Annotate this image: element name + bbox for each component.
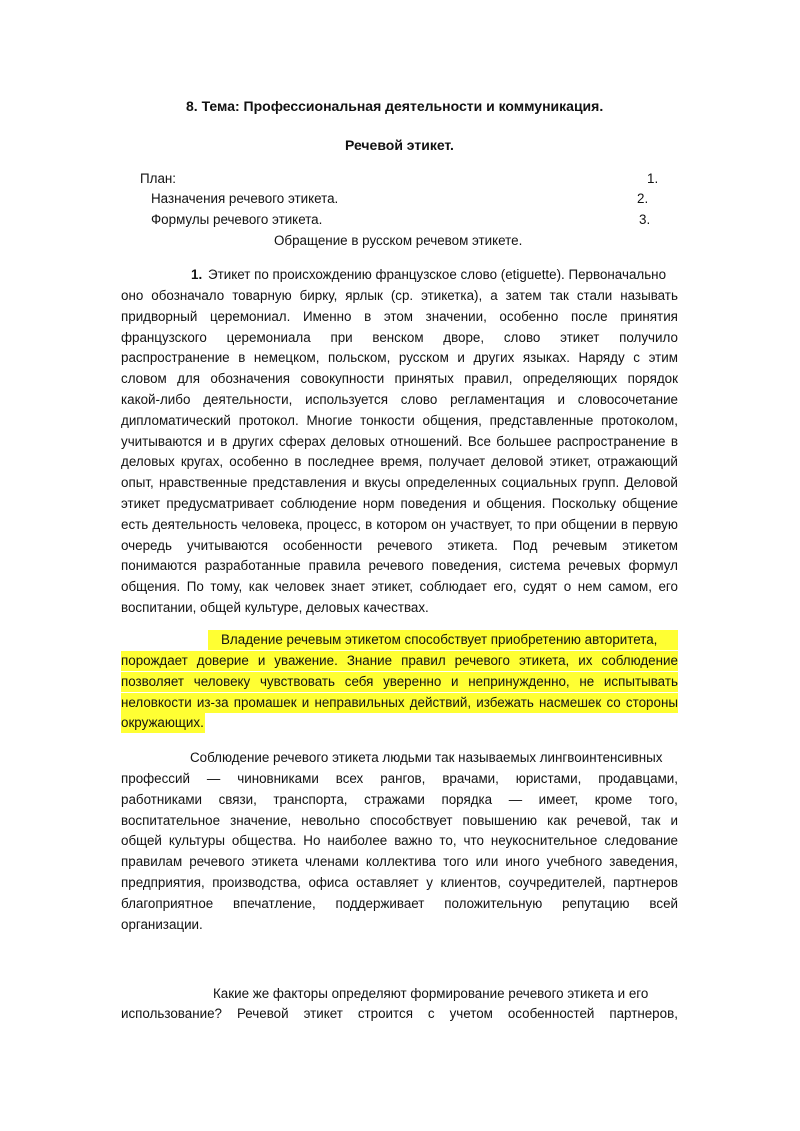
paragraph-4-line: Какие же факторы определяют формирование речевого этикета и его [213, 986, 649, 1001]
paragraph-1-line: общения. По тому, как человек знает этикет, соблюдает его, судят о нем самом, его [121, 579, 678, 595]
paragraph-1-line: деловых кругах, особенно в последнее время, получает деловой этикет, отражающий [121, 454, 678, 470]
paragraph-3-line: благоприятное впечатление, поддерживает положительную репутацию всей [121, 895, 678, 911]
paragraph-1-line: словом для обозначения совокупности принятых правил, определяющих порядок [121, 371, 678, 387]
plan-num-2: 2. [637, 191, 649, 206]
plan-item-3: Обращение в русском речевом этикете. [274, 233, 523, 248]
paragraph-1-line: какой-либо деятельности, используется слово регламентация и словосочетание [121, 392, 678, 407]
paragraph-1-line: есть деятельность человека, процесс, в котором он участвует, то при общении в первую [121, 516, 678, 532]
paragraph-1-line: дипломатический протокол. Многие тонкости общения, представленные протоколом, [121, 412, 678, 428]
paragraph-4-line: использование? Речевой этикет строится с учетом особенностей партнеров, [121, 1006, 678, 1021]
plan-num-3: 3. [639, 212, 651, 227]
section-number: 1. [191, 267, 203, 282]
paragraph-3-line: общей культуры общества. Но наиболее важно то, что неукоснительное следование [121, 833, 678, 849]
plan-item-2: Формулы речевого этикета. [151, 212, 323, 227]
paragraph-3-line: организации. [121, 916, 203, 932]
paragraph-3-line: Соблюдение речевого этикета людьми так называемых лингвоинтенсивных [190, 750, 663, 765]
paragraph-2-line: Владение речевым этикетом способствует приобретению авторитета, [221, 632, 658, 647]
paragraph-3-line: воспитательное значение, невольно способствует повышению как речевой, так и [121, 812, 678, 828]
paragraph-3-line: работниками связи, транспорта, стражами порядка — имеет, кроме того, [121, 791, 678, 807]
plan-label: План: [140, 171, 177, 186]
paragraph-1-line: учитываются и в других сферах деловых отношений. Все большее распространение в [121, 433, 678, 449]
paragraph-1-line: оно обозначало товарную бирку, ярлык (ср. этикетка), а затем так стали называть [121, 288, 678, 303]
paragraph-1-line: очередь учитываются особенности речевого этикета. Под речевым этикетом [121, 537, 678, 553]
paragraph-2-line: порождает доверие и уважение. Знание правил речевого этикета, их соблюдение [121, 653, 678, 668]
paragraph-1-line: понимаются разработанные правила речевого поведения, система речевых формул [121, 558, 678, 574]
paragraph-1-line: французского церемониала при венском дворе, слово этикет получило [121, 329, 678, 345]
paragraph-1-line: этикет предусматривает соблюдение норм поведения и общения. Поскольку общение [121, 496, 678, 511]
paragraph-1-line: Этикет по происхождению французское слово (etiguette). Первоначально [208, 267, 667, 282]
paragraph-2-line: позволяет человеку чувствовать себя уверенно и непринужденно, не испытывать [121, 673, 678, 689]
paragraph-3-line: профессий — чиновниками всех рангов, врачами, юристами, продавцами, [121, 771, 678, 786]
page-title: 8. Тема: Профессиональная деятельности и коммуникация. [186, 98, 604, 114]
paragraph-1-line: опыт, нравственные представления и вкусы определенных социальных групп. Деловой [121, 475, 678, 491]
paragraph-3-line: предприятия, производства, офиса оставляет у клиентов, соучредителей, партнеров [121, 875, 678, 890]
paragraph-3-line: правилам речевого этикета членами коллектива того или иного учебного заведения, [121, 854, 678, 870]
paragraph-1-line: придворный церемониал. Именно в этом значении, особенно после принятия [121, 308, 678, 324]
paragraph-2-line: окружающих. [121, 715, 204, 731]
plan-num-1: 1. [647, 171, 659, 186]
paragraph-1-line: воспитании, общей культуре, деловых качествах. [121, 600, 429, 615]
page-subtitle: Речевой этикет. [345, 137, 454, 153]
paragraph-2-line: неловкости из-за промашек и неправильных действий, избежать насмешек со стороны [121, 694, 678, 710]
paragraph-1-line: распространение в немецком, польском, русском и других языках. Наряду с этим [121, 350, 678, 366]
plan-item-1: Назначения речевого этикета. [151, 191, 339, 206]
